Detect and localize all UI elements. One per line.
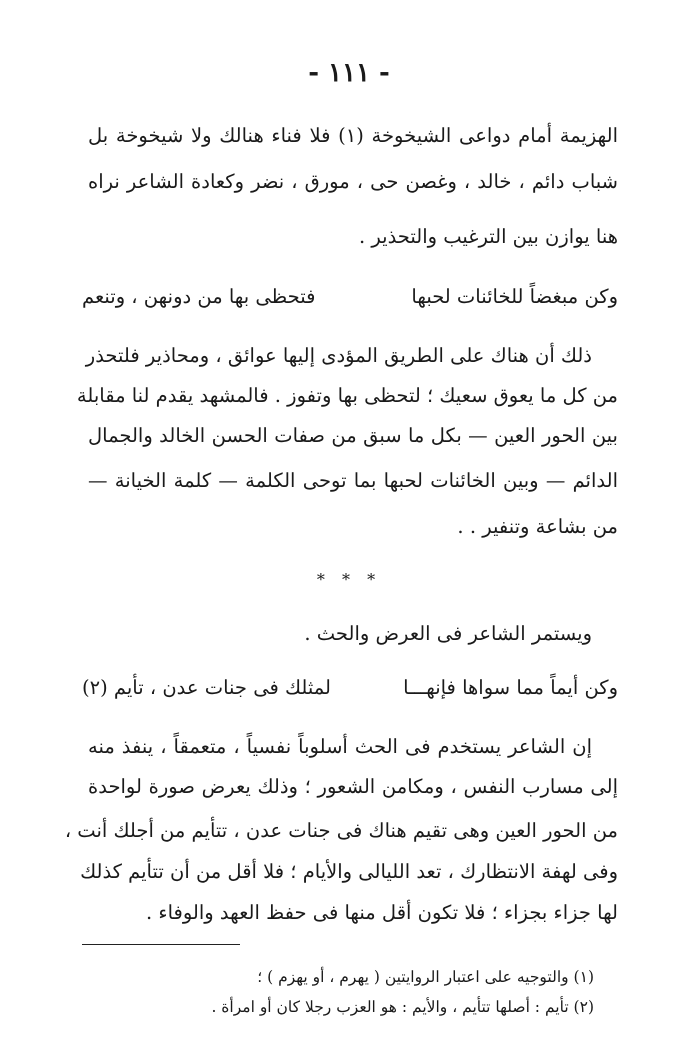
paragraph2-line5: من بشاعة وتنفير . . — [457, 515, 618, 538]
paragraph3-line3: من الحور العين وهى تقيم هناك فى جنات عدن ، تتأيم من أجلك أنت ، — [64, 819, 618, 842]
verse2-first-hemistich: وكن أيماً مما سواها فإنهـــا — [403, 676, 618, 699]
footnote-2: (٢) تأيم : أصلها تتأيم ، والأيم : هو العزب رجلا كان أو امرأة . — [211, 998, 594, 1016]
paragraph2-line4: الدائم — وبين الخائنات لحبها بما توحى الكلمة — كلمة الخيانة — — [88, 469, 618, 492]
paragraph2-line2: من كل ما يعوق سعيك ؛ لتحظى بها وتفوز . فالمشهد يقدم لنا مقابلة — [76, 384, 618, 407]
paragraph3-line5: لها جزاء بجزاء ؛ فلا تكون أقل منها فى حفظ العهد والوفاء . — [146, 901, 618, 924]
paragraph3-line1: إن الشاعر يستخدم فى الحث أسلوباً نفسياً ، متعمقاً ، ينفذ منه — [88, 735, 592, 758]
verse2-second-hemistich: لمثلك فى جنات عدن ، تأيم (٢) — [82, 676, 331, 699]
footnote-divider — [82, 944, 240, 945]
paragraph2-line1: ذلك أن هناك على الطريق المؤدى إليها عوائق ، ومحاذير فلتحذر — [85, 344, 592, 367]
paragraph3-line2: إلى مسارب النفس ، ومكامن الشعور ؛ وذلك يعرض صورة لواحدة — [88, 775, 618, 798]
paragraph1-line2: شباب دائم ، خالد ، وغصن حى ، مورق ، نضر وكعادة الشاعر نراه — [88, 170, 618, 193]
paragraph1-line1: الهزيمة أمام دواعى الشيخوخة (١) فلا فناء هنالك ولا شيخوخة بل — [88, 124, 619, 147]
page-number: - ١١١ - — [308, 58, 390, 88]
verse1-second-hemistich: فتحظى بها من دونهن ، وتنعم — [82, 285, 316, 308]
verse1-first-hemistich: وكن مبغضاً للخائنات لحبها — [411, 285, 618, 308]
paragraph1-line3: هنا يوازن بين الترغيب والتحذير . — [358, 225, 618, 248]
section-separator: * * * — [316, 570, 382, 589]
intro-line: ويستمر الشاعر فى العرض والحث . — [304, 622, 592, 645]
footnote-1: (١) والتوجيه على اعتبار الروايتين ( يهرم ، أو يهزم ) ؛ — [257, 968, 594, 986]
paragraph2-line3: بين الحور العين — بكل ما سبق من صفات الحسن الخالد والجمال — [88, 424, 618, 447]
paragraph3-line4: وفى لهفة الانتظارك ، تعد الليالى والأيام ؛ فلا أقل من أن تتأيم كذلك — [80, 860, 618, 883]
